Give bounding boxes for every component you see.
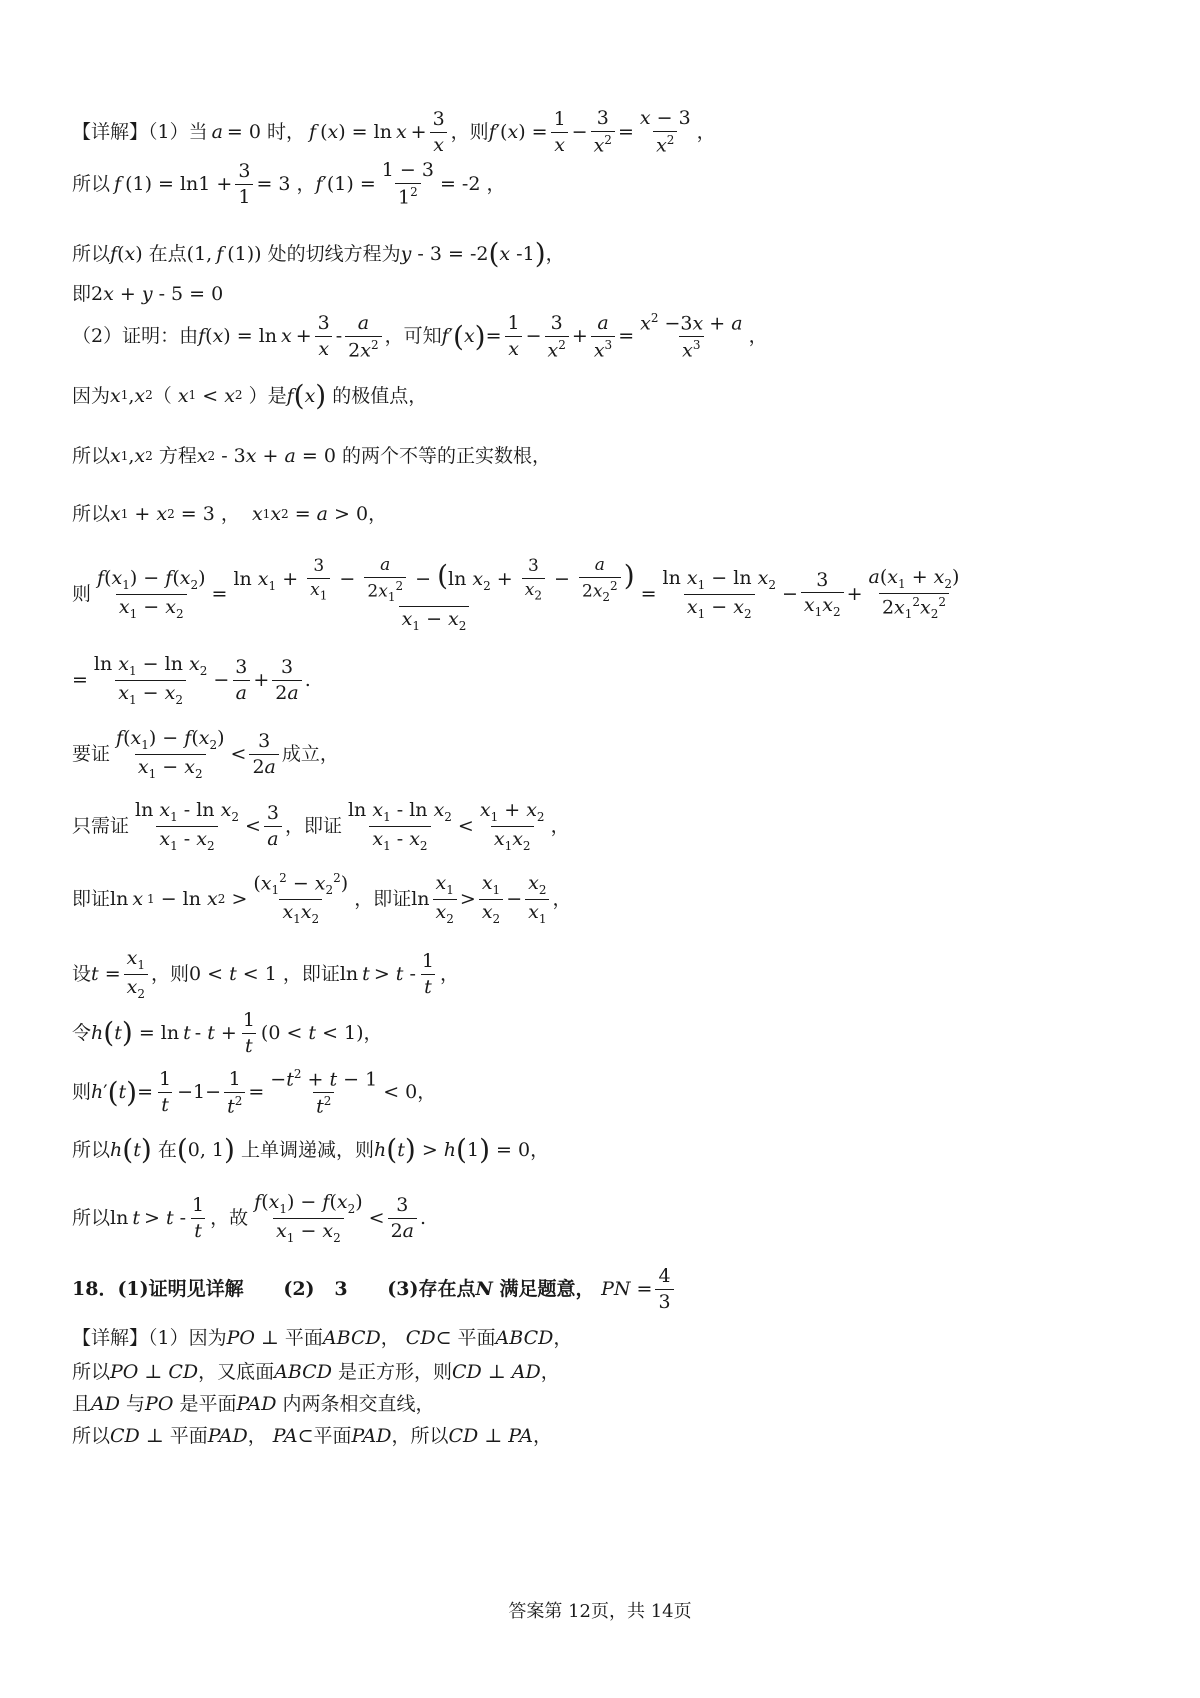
line-11: 要证 $\frac{f(x_1) - f(x_2)}{x_1 - x_2}$ < $\frac{3}{2a}$ 成立， bbox=[72, 727, 339, 781]
line-13: 即证ln x 1 − ln x 2 > $\frac{(x_1^2 - x_2^2)}{x_1x_2}$ ，即证ln $\frac{x_1}{x_2}$ > $\frac{x_1}{x_2}$ − $\frac{x_2}{x_1}$ ， bbox=[72, 871, 572, 927]
line-12: 只需证 $\frac{\ln x_1 - \ln x_2}{x_1 - x_2}$ < $\frac{3}{a}$ ，即证 $\frac{\ln x_1 - \ln x_2}{x_1 - x_2}$ < $\frac{x_1 + x_2}{x_1x_2}$ ， bbox=[72, 799, 570, 853]
line-20: 【详解】（1）因为 PO ⊥ 平面 ABCD ， CD ⊂ 平面 ABCD ， bbox=[72, 1327, 573, 1349]
line-10: = $\frac{\ln x_1 - \ln x_2}{x_1 - x_2}$ − $\frac{3}{a}$ + $\frac{3}{2a}$ . bbox=[72, 653, 311, 707]
page-footer: 答案第 12页，共 14页 bbox=[508, 1601, 692, 1622]
line-7: 所以 x 1 , x 2 方程 x 2 - 3 x + a = 0 的两个不等的正实数根， bbox=[72, 445, 551, 467]
line-17: 所以 h ( t ) 在 ( 0, 1 ) 上单调递减，则 h ( t ) > h ( 1 ) = 0， bbox=[72, 1133, 550, 1166]
line-2: 所以 f (1) = ln1 + $\frac{3}{1}$ = 3 ， f ′(1) = $\frac{1 - 3}{1^2}$ = -2 ， bbox=[72, 159, 506, 209]
line-15: 令 h ( t ) = ln t - t + $\frac{1}{t}$ (0 < t < 1)， bbox=[72, 1009, 383, 1057]
line-23: 所以 CD ⊥ 平面 PAD ， PA ⊂平面 PAD ，所以 CD ⊥ PA ， bbox=[72, 1425, 553, 1447]
line-6: 因为 x 1 , x 2 （ x 1 < x 2 ）是 f ( x ) 的极值点， bbox=[72, 379, 428, 412]
line-3: 所以 f ( x ) 在点(1, f (1)) 处的切线方程为 y - 3 = -2 ( x -1 ) ， bbox=[72, 237, 565, 270]
line-18: 所以ln t > t - $\frac{1}{t}$ ，故 $\frac{f(x_1) - f(x_2)}{x_1 - x_2}$ < $\frac{3}{2a}$ . bbox=[72, 1191, 427, 1245]
line-21: 所以 PO ⊥ CD ，又底面 ABCD 是正方形，则 CD ⊥ AD ， bbox=[72, 1361, 560, 1383]
line-19: 18．(1)证明见详解 (2) 3 (3)存在点 N 满足题意， PN = $\frac{4}{3}$ bbox=[72, 1266, 1140, 1313]
line-8: 所以 x 1 + x 2 = 3 ， x 1 x 2 = a > 0， bbox=[72, 503, 388, 525]
line-1: 【详解】（1）当 a = 0 时， f ( x ) = ln x + $\frac{3}{x}$ ，则 f ′( x ) = $\frac{1}{x}$ − $\frac{3}{x^2}$ = $\frac{x - 3}{x^2}$ ， bbox=[72, 107, 716, 157]
line-14: 设 t = $\frac{x_1}{x_2}$ ，则0 < t < 1 ，即证ln t > t - $\frac{1}{t}$ ， bbox=[72, 947, 459, 1001]
line-5: （2）证明：由 f ( x ) = ln x + $\frac{3}{x}$ - $\frac{a}{2x^2}$ ，可知 f ′ ( x ) = $\frac{1}{x}$ − $\frac{3}{x^2}$ + $\frac{a}{x^3}$ = $\frac{x^2 -3x + a}{x^3}$ ， bbox=[72, 311, 768, 362]
line-16: 则 h ′ ( t ) = $\frac{1}{t}$ −1− $\frac{1}{t^2}$ = $\frac{-t^2 + t - 1}{t^2}$ < 0， bbox=[72, 1067, 437, 1118]
line-4: 即2 x + y - 5 = 0 bbox=[72, 283, 224, 305]
line-22: 且 AD 与 PO 是平面 PAD 内两条相交直线， bbox=[72, 1393, 435, 1415]
line-9: 则 $\frac{f(x_1) - f(x_2)}{x_1 - x_2}$ = $\ln x_1$ + $\frac{3}{x_1}$ − $\frac{a}{2x_1^2}$ − (ln $x_2$ + $\frac{3}{x_2}$ − $\frac{a}{2x_2^2}$ ) $x_1 - x_2$ = $\frac{\ln x_1 - \ln x_2}{x_1 - x_2}$ − $\frac{3}{x_1x_2}$ + $\frac{a(x_1 + x_2)}{2x_1^2x_2^2}$ bbox=[72, 555, 960, 633]
